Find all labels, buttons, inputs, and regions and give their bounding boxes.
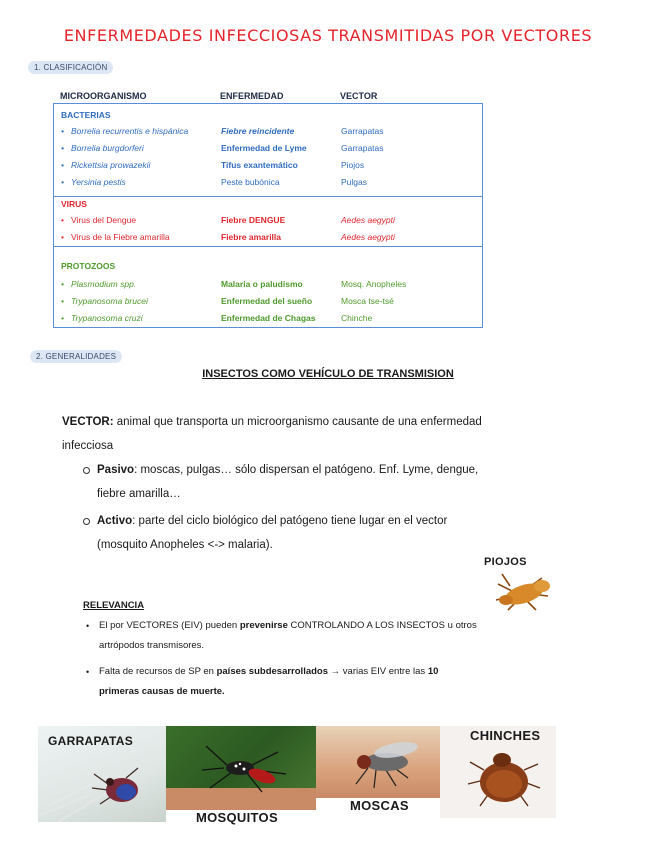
vector-cell: Piojos: [341, 160, 365, 170]
disease-cell: Fiebre DENGUE: [221, 215, 286, 225]
pasivo-item-cont: fiebre amarilla…: [97, 488, 181, 500]
pasivo-item: [97, 458, 478, 482]
rel-bold: 10: [427, 666, 439, 677]
vector-term: VECTOR:: [62, 416, 114, 428]
disease-cell: Fiebre reincidente: [221, 126, 295, 136]
chinches-label: CHINCHES: [470, 728, 541, 743]
bullet-icon: •: [86, 621, 90, 631]
bedbug-photo: [440, 726, 556, 818]
disease-cell: Enfermedad de Lyme: [221, 143, 307, 153]
circle-bullet-icon: [83, 467, 90, 474]
disease-cell: Tifus exantemático: [221, 160, 298, 170]
group-bacterias: [54, 104, 482, 196]
group-virus: [54, 196, 482, 246]
disease-cell: Peste bubónica: [221, 177, 280, 187]
disease-cell: Enfermedad de Chagas: [221, 313, 316, 323]
vector-cell: Pulgas: [341, 177, 367, 187]
relevancia-item-2-cont: primeras causas de muerte.: [99, 686, 225, 697]
organism-cell: Plasmodium spp.: [71, 279, 137, 289]
piojos-label: PIOJOS: [484, 556, 527, 568]
disease-cell: Fiebre amarilla: [221, 232, 282, 242]
group-protozoos: [54, 246, 482, 327]
activo-text: : parte del ciclo biológico del patógeno tiene lugar en el vector: [132, 515, 448, 527]
fly-photo: [316, 726, 440, 798]
organism-cell: Virus del Dengue: [71, 215, 137, 225]
vector-definition: [62, 410, 482, 434]
table-row: • Yersinia pestis Peste bubónica Pulgas: [61, 177, 367, 187]
table-row: • Virus de la Fiebre amarilla Fiebre amarilla Aedes aegypti: [61, 232, 395, 242]
table-row: • Borrelia burgdorferi Enfermedad de Lyme Garrapatas: [61, 143, 384, 153]
header-microorganismo: MICROORGANISMO: [60, 91, 147, 101]
rel-text: → varias EIV entre las: [328, 666, 428, 677]
vector-text: animal que transporta un microorganismo causante de una enfermedad: [116, 416, 482, 428]
organism-cell: Borrelia recurrentis e hispánica: [71, 126, 189, 136]
organism-cell: Virus de la Fiebre amarilla: [71, 232, 170, 242]
activo-item: [97, 509, 447, 533]
table-row: • Virus del Dengue Fiebre DENGUE Aedes aegypti: [61, 215, 395, 225]
relevancia-item-1-cont: artrópodos transmisores.: [99, 640, 205, 651]
relevancia-item-2: [99, 662, 519, 682]
moscas-label: MOSCAS: [350, 798, 409, 813]
organism-cell: Yersinia pestis: [71, 177, 126, 187]
mosquitos-label: MOSQUITOS: [196, 810, 278, 825]
section-clasificacion: 1. CLASIFICACIÓN: [28, 61, 113, 74]
pasivo-text: : moscas, pulgas… sólo dispersan el patógeno. Enf. Lyme, dengue,: [134, 464, 479, 476]
rel-text: El por VECTORES (EIV) pueden: [99, 620, 240, 631]
vector-definition-cont: infecciosa: [62, 440, 114, 452]
mosquito-photo: [166, 726, 316, 810]
header-vector: VECTOR: [340, 91, 378, 101]
document-title: ENFERMEDADES INFECCIOSAS TRANSMITIDAS POR VECTORES: [63, 26, 593, 45]
subheading: INSECTOS COMO VEHÍCULO DE TRANSMISION: [202, 368, 454, 380]
vector-cell: Mosca tse-tsé: [341, 296, 394, 306]
group-title: BACTERIAS: [61, 110, 111, 120]
organism-cell: Trypanosoma brucei: [71, 296, 148, 306]
table-row: • Plasmodium spp. Malaria o paludismo Mosq. Anopheles: [61, 279, 407, 289]
table-row: • Trypanosoma brucei Enfermedad del sueño Mosca tse-tsé: [61, 296, 394, 306]
group-title: PROTOZOOS: [61, 261, 116, 271]
vector-cell: Garrapatas: [341, 126, 384, 136]
relevancia-item-1: [99, 616, 519, 636]
disease-cell: Enfermedad del sueño: [221, 296, 313, 306]
activo-term: Activo: [97, 515, 133, 527]
vector-cell: Mosq. Anopheles: [341, 279, 407, 289]
table-row: • Trypanosoma cruzi Enfermedad de Chagas Chinche: [61, 313, 373, 323]
table-row: • Rickettsia prowazekii Tifus exantemático Piojos: [61, 160, 365, 170]
organism-cell: Trypanosoma cruzi: [71, 313, 143, 323]
organism-cell: Borrelia burgdorferi: [71, 143, 144, 153]
tick-photo: [38, 726, 166, 822]
vector-cell: Garrapatas: [341, 143, 384, 153]
group-title: VIRUS: [61, 199, 87, 209]
section-generalidades: 2. GENERALIDADES: [30, 350, 122, 363]
vector-cell: Chinche: [341, 313, 373, 323]
circle-bullet-icon: [83, 518, 90, 525]
header-enfermedad: ENFERMEDAD: [220, 91, 284, 101]
rel-bold: prevenirse: [239, 620, 288, 631]
classification-table: [53, 103, 483, 328]
rel-text: CONTROLANDO A LOS INSECTOS u otros: [287, 620, 477, 631]
rel-bold: países subdesarrollados: [216, 666, 329, 677]
relevancia-heading: RELEVANCIA: [83, 600, 145, 611]
rel-text: Falta de recursos de SP en: [99, 666, 217, 677]
activo-item-cont: (mosquito Anopheles <-> malaria).: [97, 539, 273, 551]
disease-cell: Malaria o paludismo: [221, 279, 303, 289]
louse-image: [462, 556, 558, 612]
pasivo-term: Pasivo: [97, 464, 135, 476]
garrapatas-label: GARRAPATAS: [48, 734, 133, 748]
vector-cell: Aedes aegypti: [341, 215, 395, 225]
bullet-icon: •: [86, 667, 90, 677]
vector-cell: Aedes aegypti: [341, 232, 395, 242]
table-row: • Borrelia recurrentis e hispánica Fiebre reincidente Garrapatas: [61, 126, 384, 136]
organism-cell: Rickettsia prowazekii: [71, 160, 151, 170]
